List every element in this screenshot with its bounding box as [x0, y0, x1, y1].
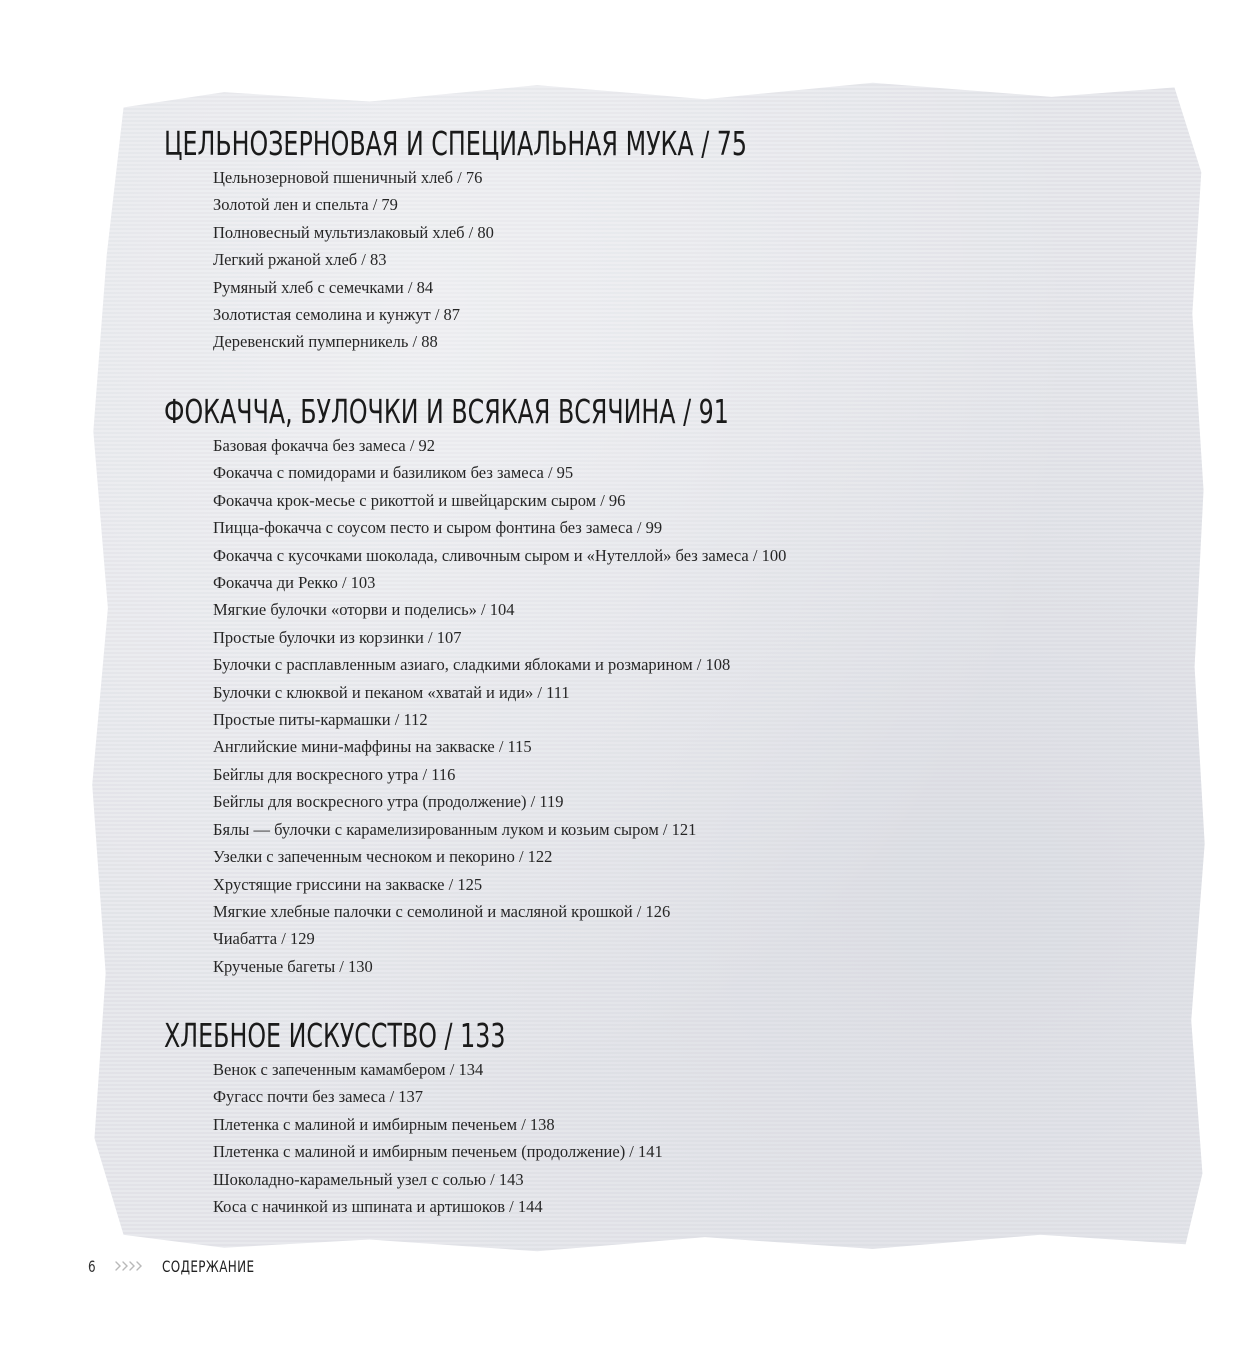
toc-entry: Фокачча с кусочками шоколада, сливочным сыром и «Нутеллой» без замеса / 100: [213, 545, 787, 565]
page-footer: [88, 1254, 285, 1278]
toc-entry: Узелки с запеченным чесноком и пекорино / 122: [213, 847, 553, 867]
toc-entry: Полновесный мультизлаковый хлеб / 80: [213, 222, 494, 242]
toc-entry: Деревенский пумперникель / 88: [213, 332, 438, 352]
page-number: 6: [88, 1256, 96, 1276]
toc-entry: Мягкие хлебные палочки с семолиной и масляной крошкой / 126: [213, 901, 671, 921]
toc-entry: Пицца-фокачча с соусом песто и сыром фонтина без замеса / 99: [213, 518, 663, 538]
toc-entry: Коса с начинкой из шпината и артишоков / 144: [213, 1197, 543, 1217]
toc-section: [164, 392, 1064, 980]
toc-entry: Золотистая семолина и кунжут / 87: [213, 305, 461, 325]
toc-entry: Плетенка с малиной и имбирным печеньем / 138: [213, 1114, 555, 1134]
toc-entry: Легкий ржаной хлеб / 83: [213, 250, 387, 270]
toc-entry: Чиабатта / 129: [213, 929, 315, 949]
toc-entry: Фокачча ди Рекко / 103: [213, 573, 376, 593]
toc-entry: Мягкие булочки «оторви и поделись» / 104: [213, 600, 515, 620]
toc-section: [164, 124, 1064, 356]
toc-entry: Хрустящие гриссини на закваске / 125: [213, 874, 483, 894]
toc-entry: Бейглы для воскресного утра / 116: [213, 764, 456, 784]
section-title: ХЛЕБНОЕ ИСКУССТВО / 133: [164, 1016, 506, 1055]
toc-entry: Простые булочки из корзинки / 107: [213, 627, 462, 647]
toc-entry: Цельнозерновой пшеничный хлеб / 76: [213, 168, 483, 187]
toc-entry: Булочки с расплавленным азиаго, сладкими яблоками и розмарином / 108: [213, 655, 731, 675]
toc-entry: Венок с запеченным камамбером / 134: [213, 1060, 484, 1079]
toc-entry: Бейглы для воскресного утра (продолжение) / 119: [213, 792, 564, 812]
toc-entry: Фокачча крок-месье с рикоттой и швейцарским сыром / 96: [213, 490, 626, 510]
toc-entry: Крученые багеты / 130: [213, 956, 373, 976]
toc-entry: Бялы — булочки с карамелизированным луком и козьим сыром / 121: [213, 819, 697, 839]
toc-entry: Булочки с клюквой и пеканом «хватай и иди» / 111: [213, 682, 570, 702]
footer-label: СОДЕРЖАНИЕ: [162, 1256, 255, 1276]
toc-entry: Базовая фокачча без замеса / 92: [213, 436, 436, 455]
toc-entry: Румяный хлеб с семечками / 84: [213, 277, 434, 297]
toc-entry: Английские мини-маффины на закваске / 115: [213, 737, 532, 757]
entry-list: [164, 1056, 1064, 1220]
toc-entry: Простые питы-кармашки / 112: [213, 710, 428, 730]
toc-entry: Шоколадно-карамельный узел с солью / 143: [213, 1169, 524, 1189]
toc-entry: Фокачча с помидорами и базиликом без замеса / 95: [213, 463, 574, 483]
section-title: ЦЕЛЬНОЗЕРНОВАЯ И СПЕЦИАЛЬНАЯ МУКА / 75: [164, 124, 748, 163]
entry-list: [164, 432, 1064, 980]
toc-entry: Золотой лен и спельта / 79: [213, 195, 398, 215]
arrows-icon: [114, 1260, 144, 1272]
toc-entry: Фугасс почти без замеса / 137: [213, 1087, 424, 1107]
entry-list: [164, 164, 1064, 356]
section-title: ФОКАЧЧА, БУЛОЧКИ И ВСЯКАЯ ВСЯЧИНА / 91: [164, 392, 729, 431]
toc-entry: Плетенка с малиной и имбирным печеньем (продолжение) / 141: [213, 1142, 663, 1162]
toc-section: [164, 1016, 1064, 1220]
